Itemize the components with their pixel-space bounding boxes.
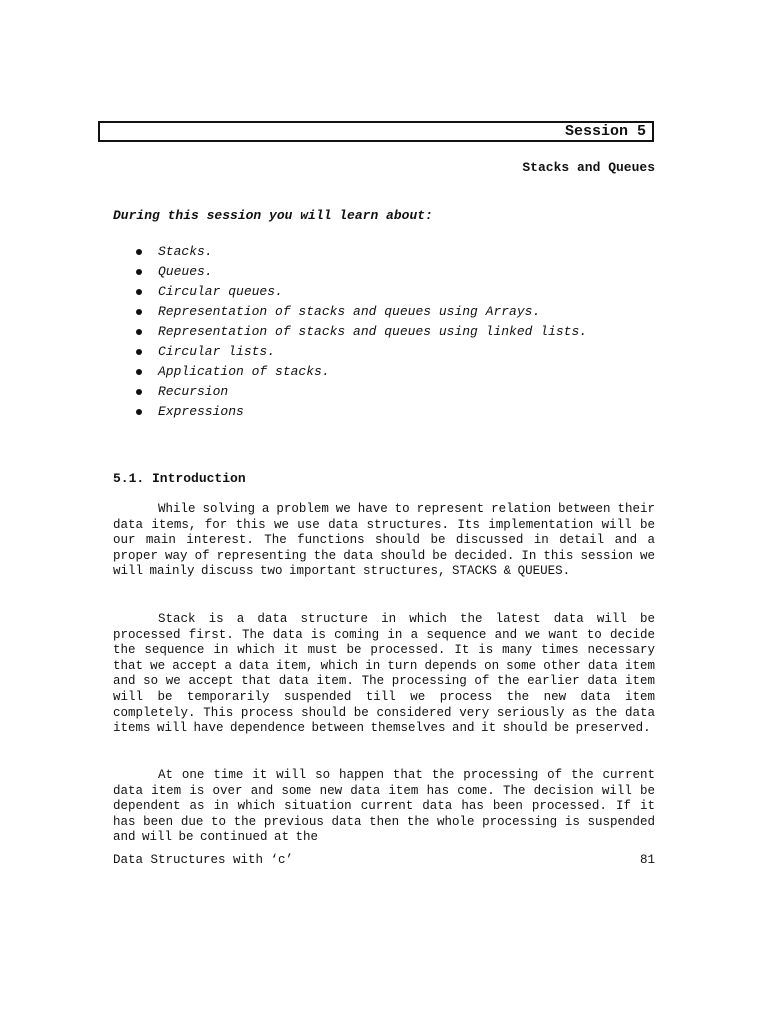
bullet-icon — [136, 249, 142, 255]
session-subtitle: Stacks and Queues — [522, 160, 655, 175]
footer-page-number: 81 — [639, 853, 655, 867]
session-header-box — [98, 121, 654, 142]
bullet-icon — [136, 369, 142, 375]
topic-item — [136, 384, 616, 401]
topic-label: Recursion — [158, 384, 229, 399]
topic-label: Queues. — [158, 264, 213, 279]
topic-list — [136, 244, 616, 424]
topic-item — [136, 324, 616, 341]
learn-heading: During this session you will learn about: — [113, 208, 433, 223]
bullet-icon — [136, 289, 142, 295]
processing-paragraph: At one time it will so happen that the processing of the current data item is over and some new data item has come. The decision will be dependent as in which situation current data has been processed. If it has been due to the previous data then the whole processing is suspended and will be continued at the — [113, 768, 655, 845]
topic-label: Expressions — [158, 404, 244, 419]
footer-book-title: Data Structures with ‘c’ — [113, 853, 294, 867]
topic-item — [136, 264, 616, 281]
stack-paragraph: Stack is a data structure in which the latest data will be processed first. The data is coming in a sequence and we want to decide the sequence in which it must be processed. It is many times necessary that we accept a data item, which in turn depends on some other data item and so we accept that data item. The processing of the earlier data item will be temporarily suspended till we process the new data item completely. This process should be considered very seriously as the data items will have dependence between themselves and it should be preserved. — [113, 612, 655, 736]
topic-item — [136, 284, 616, 301]
topic-label: Representation of stacks and queues using linked lists. — [158, 324, 588, 339]
topic-item — [136, 404, 616, 421]
session-title: Session 5 — [564, 123, 646, 140]
bullet-icon — [136, 409, 142, 415]
topic-label: Stacks. — [158, 244, 213, 259]
bullet-icon — [136, 309, 142, 315]
topic-label: Circular lists. — [158, 344, 276, 359]
bullet-icon — [136, 329, 142, 335]
bullet-icon — [136, 349, 142, 355]
intro-paragraph: While solving a problem we have to represent relation between their data items, for this we use data structures. Its implementation will be our main interest. The functions should be discussed in detail and a proper way of representing the data should be decided. In this session we will mainly discuss two important structures, STACKS & QUEUES. — [113, 502, 655, 579]
topic-item — [136, 364, 616, 381]
topic-item — [136, 344, 616, 361]
topic-label: Circular queues. — [158, 284, 283, 299]
topic-item — [136, 304, 616, 321]
topic-label: Application of stacks. — [158, 364, 330, 379]
topic-item — [136, 244, 616, 261]
section-heading: 5.1. Introduction — [113, 471, 246, 486]
bullet-icon — [136, 389, 142, 395]
topic-label: Representation of stacks and queues using Arrays. — [158, 304, 541, 319]
bullet-icon — [136, 269, 142, 275]
